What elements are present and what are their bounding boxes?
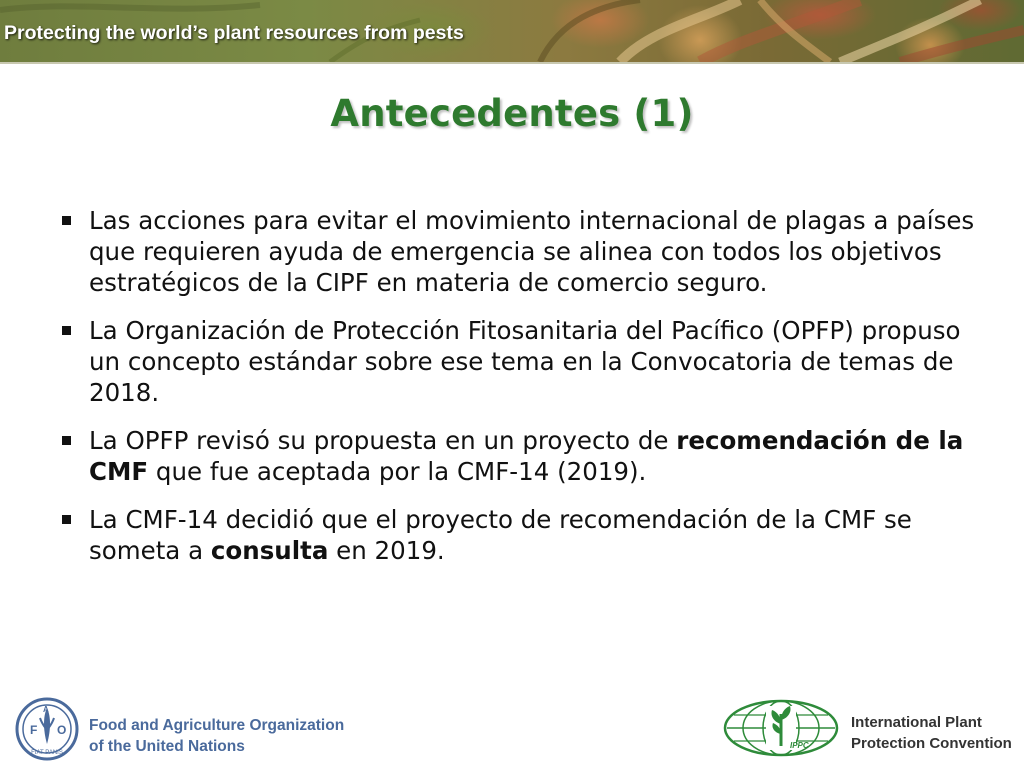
header-banner xyxy=(0,0,1024,62)
banner-tagline: Protecting the world’s plant resources from pests xyxy=(4,22,464,44)
fao-name-line1: Food and Agriculture Organization xyxy=(89,717,345,734)
bullet-text: Las acciones para evitar el movimiento internacional de plagas a países que requieren ayuda de emergencia se alinea con todos los objetivos estratégicos de la CIPF en materia de comercio seguro. xyxy=(89,206,975,297)
ippc-logo-label: IPPC xyxy=(790,741,809,750)
bullet-text: que fue aceptada por la CMF-14 (2019). xyxy=(148,457,647,486)
bullet-text-bold: recomendación de la CMF xyxy=(89,426,964,486)
fao-name-line2: of the United Nations xyxy=(89,738,245,755)
fao-logo-letter-f: F xyxy=(30,723,38,737)
bullet-text: La OPFP revisó su propuesta en un proyecto de xyxy=(89,426,677,455)
square-bullet-icon xyxy=(62,515,71,524)
bullet-item xyxy=(62,205,992,298)
slide-title: Antecedentes (1) xyxy=(330,92,694,135)
bullet-item xyxy=(62,425,992,487)
bullet-text: La Organización de Protección Fitosanitaria del Pacífico (OPFP) propuso un concepto estándar sobre ese tema en la Convocatoria de temas de 2018. xyxy=(89,316,961,407)
fao-name xyxy=(89,715,344,757)
bullet-text: en 2019. xyxy=(328,536,445,565)
bullet-list xyxy=(62,205,992,583)
ippc-name xyxy=(851,712,1012,754)
square-bullet-icon xyxy=(62,326,71,335)
square-bullet-icon xyxy=(62,216,71,225)
footer xyxy=(0,688,1024,768)
fao-logo-letter-a: A xyxy=(43,705,49,714)
ippc-logo xyxy=(722,698,840,758)
ippc-name-line2: Protection Convention xyxy=(851,735,1012,752)
banner-divider xyxy=(0,62,1024,64)
fao-logo-letter-o: O xyxy=(57,723,67,737)
bullet-item xyxy=(62,504,992,566)
ippc-name-line1: International Plant xyxy=(851,714,982,731)
bullet-item xyxy=(62,315,992,408)
fao-logo xyxy=(14,696,80,762)
square-bullet-icon xyxy=(62,436,71,445)
bullet-text: La CMF-14 decidió que el proyecto de recomendación de la CMF se someta a xyxy=(89,505,912,565)
fao-logo-motto: FIAT PANIS xyxy=(31,750,63,756)
bullet-text-bold: consulta xyxy=(210,536,329,565)
